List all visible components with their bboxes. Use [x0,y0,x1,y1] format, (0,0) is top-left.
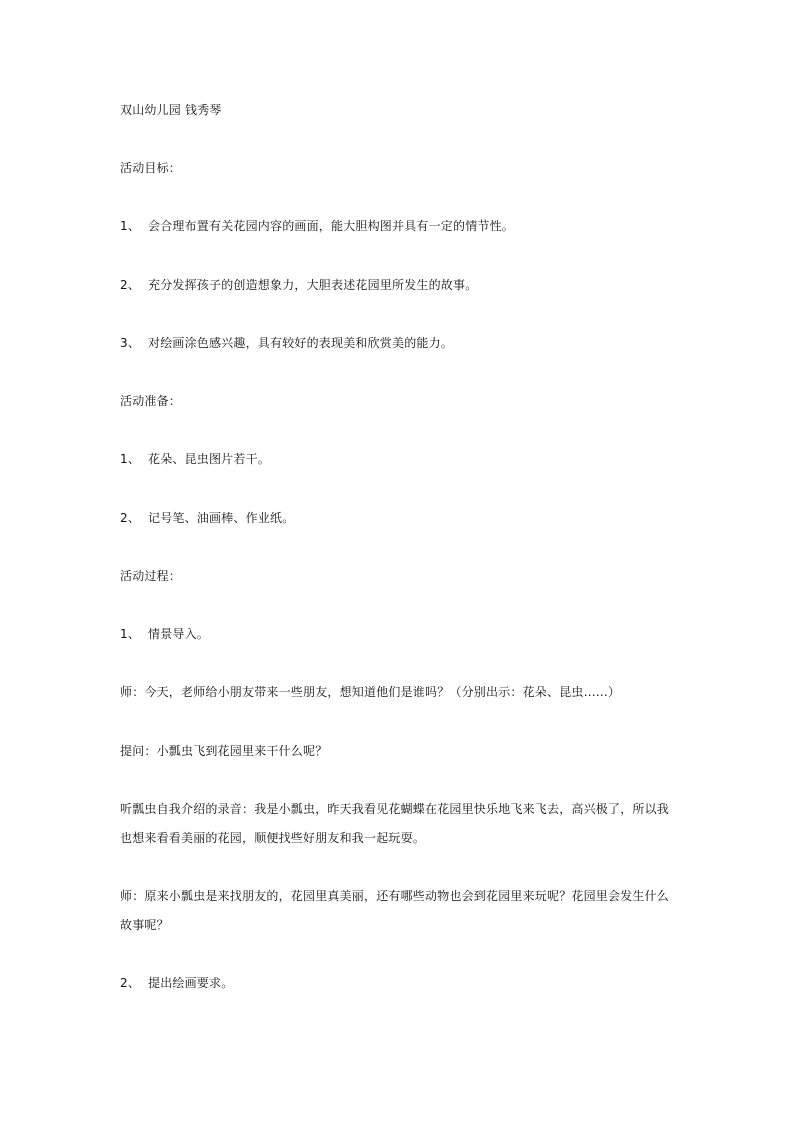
prep-heading: 活动准备： [120,394,182,408]
goal-number: 2、 [120,278,141,292]
goal-text: 会合理布置有关花园内容的画面，能大胆构图并具有一定的情节性。 [148,219,515,233]
step-text: 提出绘画要求。 [148,976,234,990]
document-header: 双山幼儿园 钱秀琴 [120,103,222,117]
goal-text: 充分发挥孩子的创造想象力，大胆表述花园里所发生的故事。 [148,278,478,292]
goal-number: 3、 [120,336,141,350]
step-number: 1、 [120,627,141,641]
paragraph-teacher-followup: 师：原来小瓢虫是来找朋友的，花园里真美丽，还有哪些动物也会到花园里来玩呢？花园里会发生什么故事呢？ [120,889,670,932]
goal-number: 1、 [120,219,141,233]
step-number: 2、 [120,976,141,990]
prep-item-1 [120,445,680,474]
prep-text: 记号笔、油画棒、作业纸。 [148,511,295,525]
goal-text: 对绘画涂色感兴趣，具有较好的表现美和欣赏美的能力。 [148,336,454,350]
prep-number: 1、 [120,452,141,466]
paragraph-ladybug-recording: 听瓢虫自我介绍的录音：我是小瓢虫，昨天我看见花蝴蝶在花园里快乐地飞来飞去，高兴极了，所以我也想来看看美丽的花园，顺便找些好朋友和我一起玩耍。 [120,802,670,845]
prep-text: 花朵、昆虫图片若干。 [148,452,271,466]
prep-item-2 [120,504,680,533]
paragraph-question: 提问：小瓢虫飞到花园里来干什么呢？ [120,744,328,758]
goal-item-3 [120,329,680,358]
step-text: 情景导入。 [148,627,210,641]
process-step-1 [120,620,680,649]
goals-heading: 活动目标： [120,161,182,175]
goal-item-2 [120,271,680,300]
prep-number: 2、 [120,511,141,525]
paragraph-teacher-intro: 师：今天，老师给小朋友带来一些朋友，想知道他们是谁吗？（分别出示：花朵、昆虫……） [120,685,621,699]
goal-item-1 [120,212,680,241]
process-step-2 [120,969,680,998]
process-heading: 活动过程： [120,569,182,583]
